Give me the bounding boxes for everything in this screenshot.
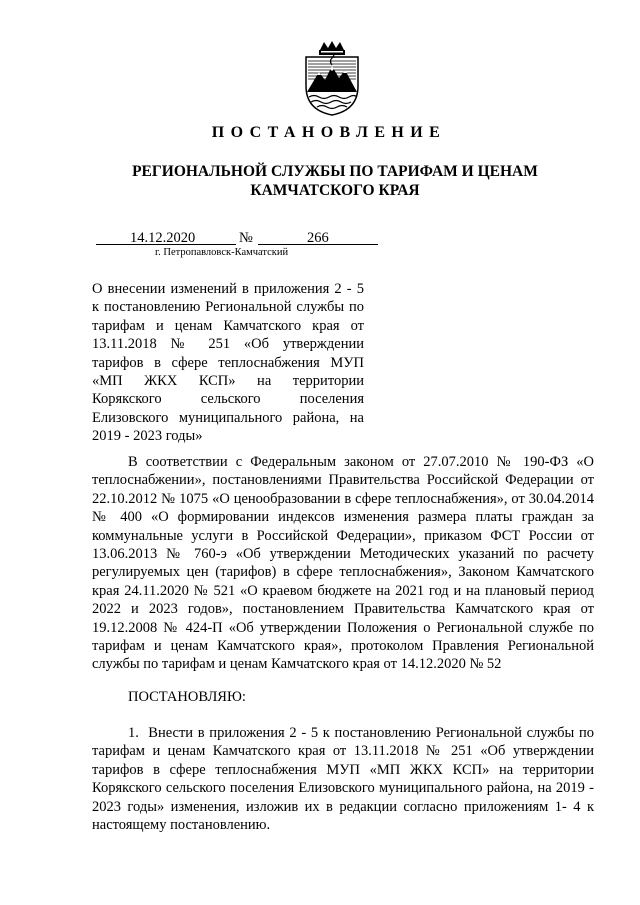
document-subject: О внесении изменений в приложения 2 - 5 к постановлению Региональной службы по тарифам и ценам Камчатского края от 13.11.2018 № 251 «Об утверждении тарифов в сфере теплоснабжения МУП «МП ЖКХ КСП» на территории Корякского сельского поселения Елизовского муниципального района, на 2019 - 2023 годы» xyxy=(92,281,364,445)
issuer-title xyxy=(100,162,570,200)
clause-text: Внести в приложения 2 - 5 к постановлению Региональной службы по тарифам и ценам Камчатского края от 13.11.2018 № 251 «Об утверждении тарифов в сфере теплоснабжения МУП «МП ЖКХ КСП» на территории Корякского сельского поселения Елизовского муниципального района, на 2019 - 2023 годы» изменения, изложив их в редакции согласно приложениям 1- 4 к настоящему постановлению. xyxy=(92,725,595,834)
document-number: 266 xyxy=(307,230,329,246)
clause-number: 1. xyxy=(128,725,139,741)
date-number-line xyxy=(96,230,376,245)
place-of-issue: г. Петропавловск-Камчатский xyxy=(155,247,289,258)
issuer-title-line-1: РЕГИОНАЛЬНОЙ СЛУЖБЫ ПО ТАРИФАМ И ЦЕНАМ xyxy=(132,163,538,180)
issuer-title-line-2: КАМЧАТСКОГО КРАЯ xyxy=(250,182,420,199)
resolve-heading: ПОСТАНОВЛЯЮ: xyxy=(128,689,246,705)
kamchatka-coat-of-arms-icon xyxy=(303,40,361,116)
document-date: 14.12.2020 xyxy=(130,230,196,246)
legal-basis-paragraph: В соответствии с Федеральным законом от 27.07.2010 № 190-ФЗ «О теплоснабжении», постановлениями Правительства Российской Федерации от 22.10.2012 № 1075 «О ценообразовании в сфере теплоснабжения», от 30.04.2014 № 400 «О формировании индексов изменения размера платы граждан за коммунальные услуги в Российской Федерации», приказом ФСТ России от 13.06.2013 № 760-э «Об утверждении Методических указаний по расчету регулируемых цен (тарифов) в сфере теплоснабжения», Законом Камчатского края 24.11.2020 № 521 «О краевом бюджете на 2021 год и на плановый период 2022 и 2023 годов», постановлением Правительства Камчатского края от 19.12.2008 № 424-П «Об утверждении Положения о Региональной службе по тарифам и ценам Камчатского края», протоколом Правления Региональной службы по тарифам и ценам Камчатского края от 14.12.2020 № 52 xyxy=(92,454,594,673)
number-sign: № xyxy=(239,230,253,246)
clause-1 xyxy=(92,724,594,834)
document-type-title: ПОСТАНОВЛЕНИЕ xyxy=(211,124,447,141)
